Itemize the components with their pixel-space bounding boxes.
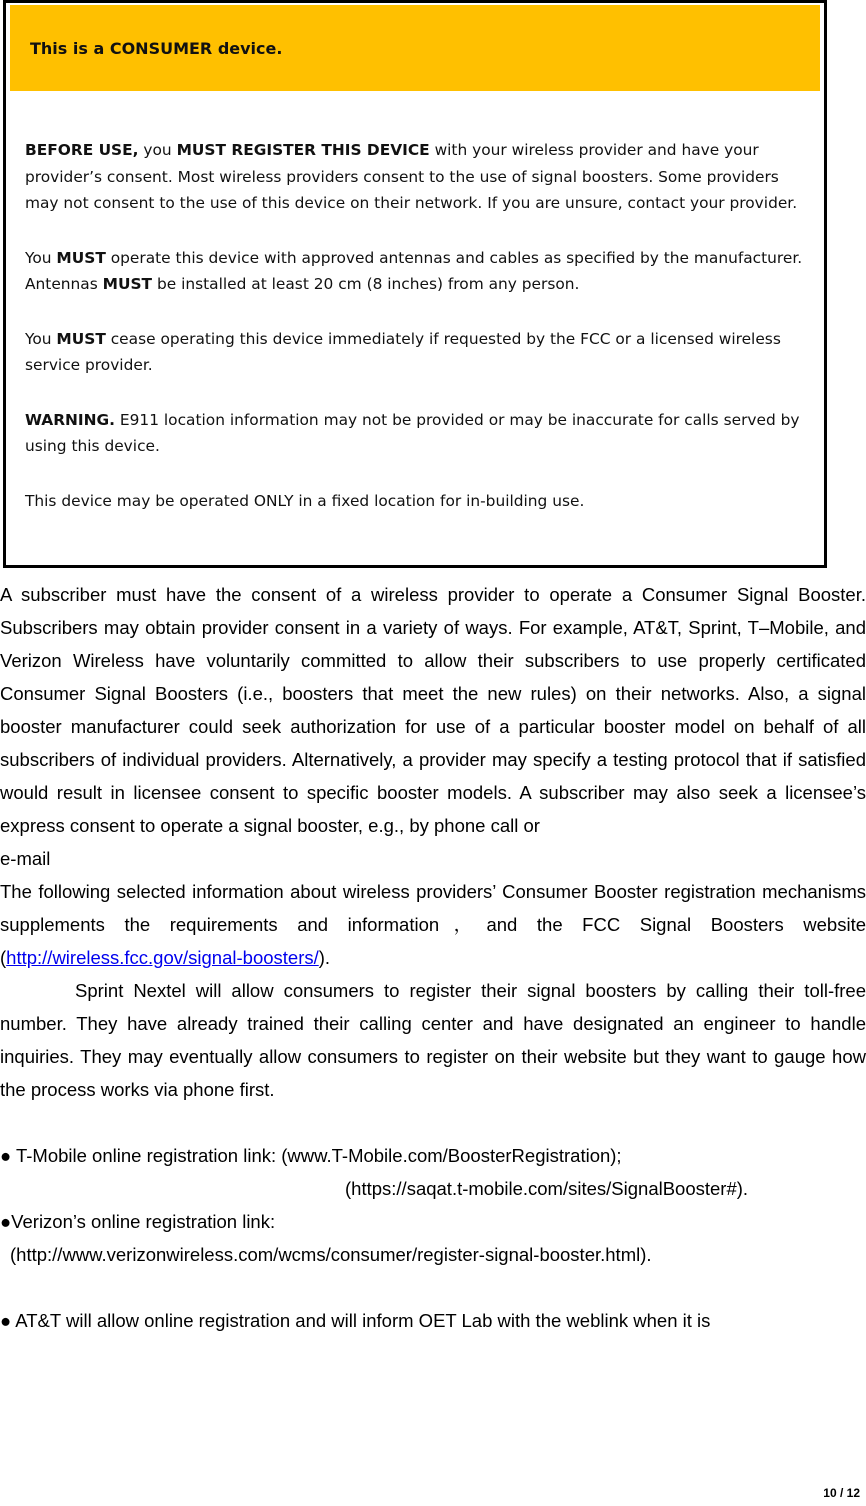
consumer-device-notice xyxy=(3,0,827,568)
verizon-registration-url: (http://www.verizonwireless.com/wcms/consumer/register-signal-booster.html). xyxy=(10,1244,652,1265)
notice-text: be installed at least 20 cm (8 inches) from any person. xyxy=(152,275,580,293)
notice-bold-text: BEFORE USE, xyxy=(25,141,139,159)
notice-bold-text: MUST xyxy=(56,329,106,348)
notice-paragraph-fixed-location: This device may be operated ONLY in a fixed location for in-building use. xyxy=(25,491,585,510)
notice-text: with your wireless provider and have your provider’s consent. Most wireless providers consent to the use of signal boosters. Some providers may not consent to the use of this device on their network. If you are unsure, contact your provider. xyxy=(25,141,798,212)
notice-bold-text: MUST xyxy=(102,275,153,293)
notice-text: You xyxy=(25,329,57,348)
notice-text: cease operating this device immediately if requested by the FCC or a licensed wireless service provider. xyxy=(25,329,781,374)
att-registration-line: ● AT&T will allow online registration and will inform OET Lab with the weblink when it is xyxy=(0,1310,711,1331)
blank-line xyxy=(0,1106,866,1139)
registration-text-end: ). xyxy=(318,947,331,968)
page-number: 10 / 12 xyxy=(823,1486,860,1500)
notice-text: You xyxy=(25,248,57,267)
notice-body xyxy=(25,137,812,514)
tmobile-registration-line: ● T-Mobile online registration link: (www.T-Mobile.com/BoosterRegistration); xyxy=(0,1145,622,1166)
notice-text: E911 location information may not be provided or may be inaccurate for calls served by using this device. xyxy=(25,410,800,455)
consent-paragraph-end: e-mail xyxy=(0,848,51,869)
verizon-registration-line: ●Verizon’s online registration link: xyxy=(0,1211,276,1232)
notice-text: you xyxy=(138,141,177,159)
sprint-paragraph: Sprint Nextel will allow consumers to register their signal boosters by calling their toll-free number. They have already trained their calling center and have designated an engineer to handle inquiries. They may eventually allow consumers to register on their website but they want to gauge how the process works via phone first. xyxy=(0,980,866,1100)
notice-text: operate this device with approved antennas and cables as specified by the manufacturer. Antennas xyxy=(25,248,803,293)
notice-paragraph-antennas xyxy=(25,245,812,298)
notice-paragraph-cease xyxy=(25,326,812,379)
fcc-signal-boosters-link[interactable]: http://wireless.fcc.gov/signal-boosters/ xyxy=(6,947,319,968)
tmobile-registration-url: (https://saqat.t-mobile.com/sites/SignalBooster#). xyxy=(345,1178,749,1199)
notice-header xyxy=(10,5,820,91)
blank-line xyxy=(0,1271,866,1304)
consent-paragraph: A subscriber must have the consent of a wireless provider to operate a Consumer Signal Booster. Subscribers may obtain provider consent in a variety of ways. For example, AT&T, Sprint, T–Mobile, and Verizon Wireless have voluntarily committed to allow their subscribers to use properly certificated Consumer Signal Boosters (i.e., boosters that meet the new rules) on their networks. Also, a signal booster manufacturer could seek authorization for use of a particular booster model on behalf of all subscribers of individual providers. Alternatively, a provider may specify a testing protocol that if satisfied would result in licensee consent to specific booster models. A subscriber may also seek a licensee’s express consent to operate a signal booster, e.g., by phone call or xyxy=(0,584,866,836)
notice-bold-text: WARNING. xyxy=(25,410,116,429)
notice-bold-text: MUST xyxy=(56,248,106,267)
registration-paragraph xyxy=(0,875,866,974)
registration-text: The following selected information about wireless providers’ Consumer Booster registration mechanisms supplements the requirements and information，and the FCC Signal Boosters website ( xyxy=(0,881,866,968)
notice-paragraph-register xyxy=(25,137,812,217)
notice-title: This is a CONSUMER device. xyxy=(30,39,283,58)
notice-paragraph-warning xyxy=(25,407,812,460)
notice-bold-text: MUST REGISTER THIS DEVICE xyxy=(176,141,430,159)
document-body xyxy=(0,578,866,1337)
